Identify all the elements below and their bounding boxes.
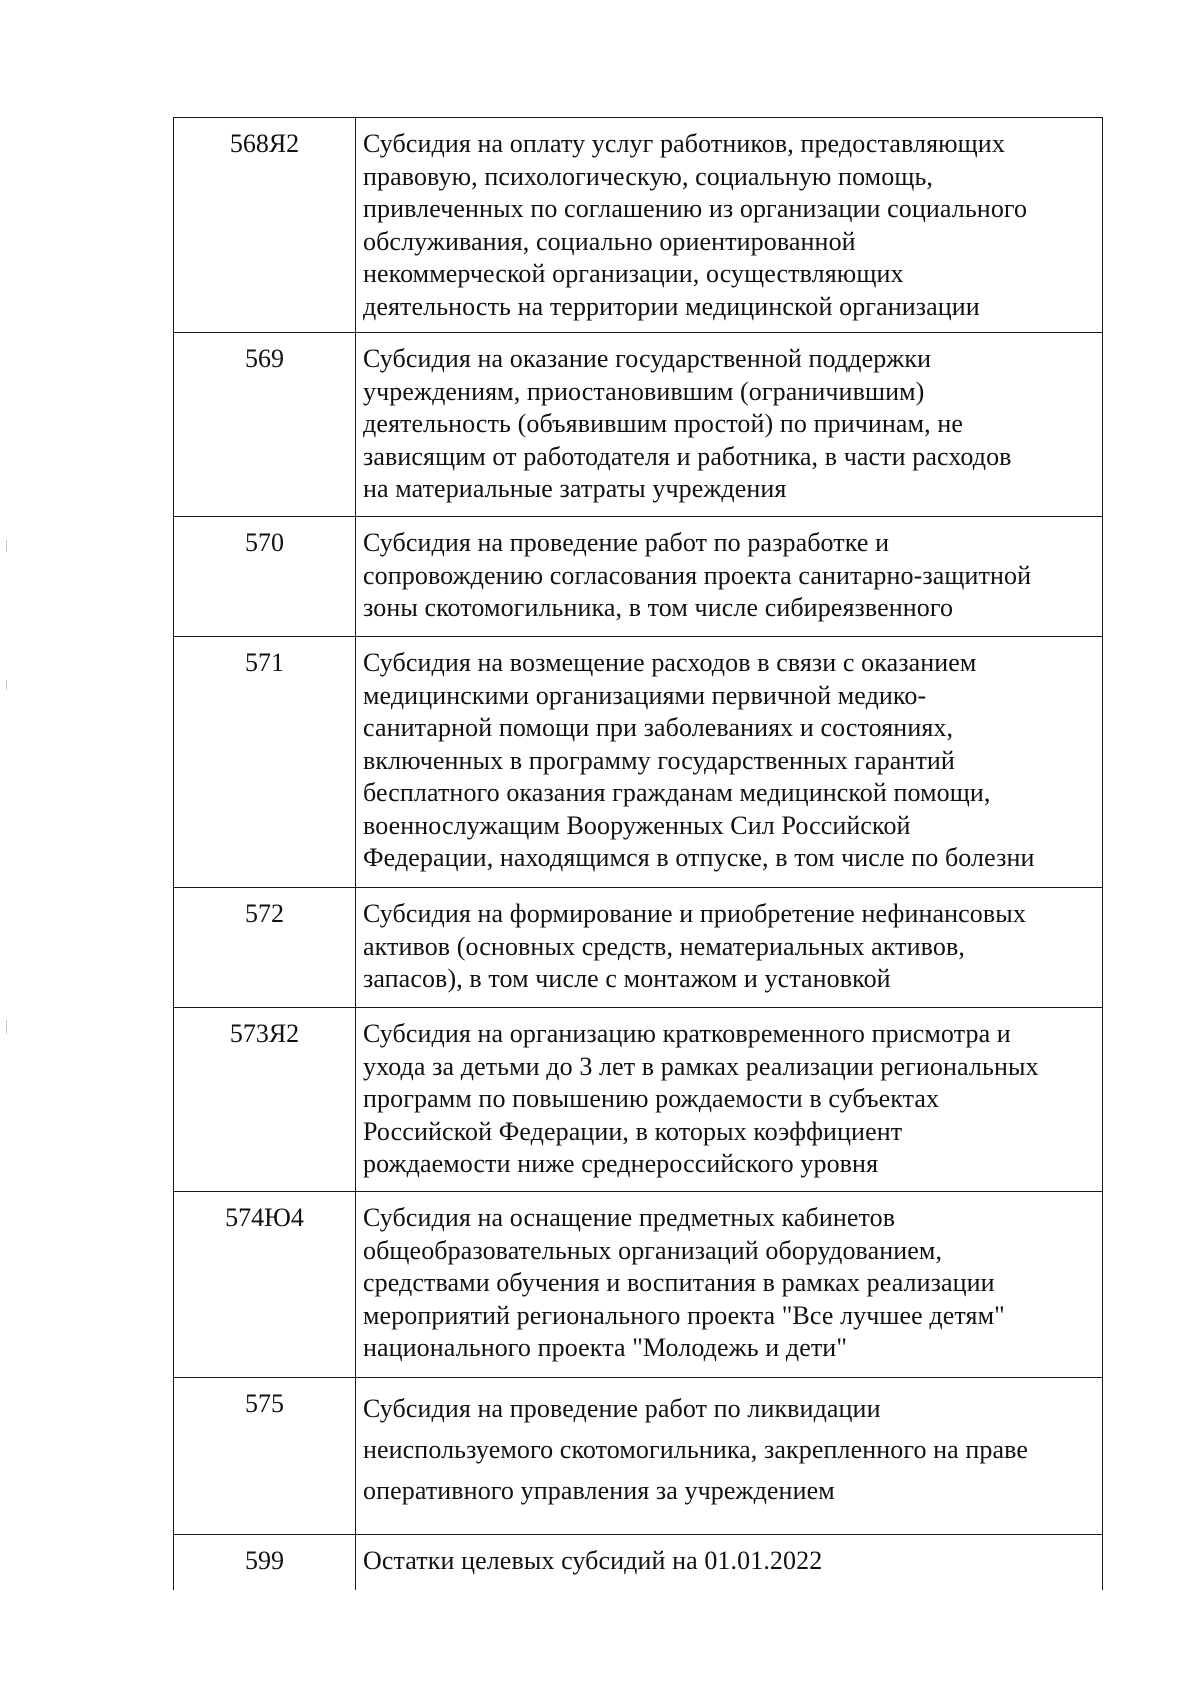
description-line: зависящим от работодателя и работника, в части расходов [363, 441, 1012, 471]
table-row [174, 1192, 1103, 1378]
description-line: Российской Федерации, в которых коэффициент [363, 1116, 903, 1146]
description-line: Субсидия на проведение работ по ликвидации [363, 1394, 881, 1423]
description-line: санитарной помощи при заболеваниях и состояниях, [363, 713, 954, 742]
description-line: мероприятий регионального проекта "Все лучшее детям" [363, 1300, 1005, 1330]
description-line: Субсидия на оплату услуг работников, предоставляющих [363, 129, 1005, 158]
description-cell [356, 1378, 1103, 1535]
table-row [174, 1008, 1103, 1192]
description-line: Федерации, находящимся в отпуске, в том числе по болезни [363, 843, 1035, 872]
description-line: активов (основных средств, нематериальных активов, [363, 931, 965, 961]
table-row [174, 888, 1103, 1008]
description-cell [356, 1192, 1103, 1378]
code-cell: 568Я2 [174, 118, 356, 333]
description-line: Субсидия на оснащение предметных кабинетов [363, 1203, 896, 1232]
description-line: неиспользуемого скотомогильника, закрепленного на праве [363, 1435, 1029, 1464]
description-line: обслуживания, социально ориентированной [363, 226, 856, 256]
description-line: деятельность (объявившим простой) по причинам, не [363, 409, 963, 438]
table-row [174, 333, 1103, 517]
code-cell: 569 [174, 333, 356, 517]
code-cell: 599 [174, 1535, 356, 1590]
scan-artifact [6, 540, 7, 552]
description-line: Субсидия на организацию кратковременного присмотра и [363, 1019, 1011, 1048]
description-cell [356, 1008, 1103, 1192]
description-cell [356, 118, 1103, 333]
table-row [174, 118, 1103, 333]
description-cell [356, 517, 1103, 637]
description-line: оперативного управления за учреждением [363, 1476, 835, 1505]
description-line: привлеченных по соглашению из организации социального [363, 194, 1028, 223]
description-line: Субсидия на формирование и приобретение нефинансовых [363, 899, 1026, 928]
description-line: военнослужащим Вооруженных Сил Российской [363, 810, 911, 840]
description-line: ухода за детьми до 3 лет в рамках реализации региональных [363, 1051, 1039, 1081]
description-line: национального проекта "Молодежь и дети" [363, 1333, 848, 1362]
description-cell [356, 333, 1103, 517]
description-line: включенных в программу государственных гарантий [363, 745, 955, 775]
code-cell: 572 [174, 888, 356, 1008]
description-line: правовую, психологическую, социальную помощь, [363, 161, 933, 191]
description-line: программ по повышению рождаемости в субъектах [363, 1084, 940, 1113]
description-cell [356, 888, 1103, 1008]
code-cell: 573Я2 [174, 1008, 356, 1192]
scan-artifact [6, 1020, 7, 1034]
table-row [174, 517, 1103, 637]
description-line: на материальные затраты учреждения [363, 474, 787, 503]
scan-artifact [6, 680, 7, 690]
code-cell: 571 [174, 637, 356, 888]
description-line: медицинскими организациями первичной медико- [363, 680, 927, 710]
description-line: некоммерческой организации, осуществляющих [363, 259, 904, 288]
description-line: Остатки целевых субсидий на 01.01.2022 [363, 1546, 823, 1575]
description-line: средствами обучения и воспитания в рамках реализации [363, 1268, 995, 1297]
description-line: запасов), в том числе с монтажом и установкой [363, 964, 891, 993]
subsidy-codes-table [173, 117, 1103, 1590]
code-cell: 574Ю4 [174, 1192, 356, 1378]
description-line: деятельность на территории медицинской организации [363, 291, 980, 321]
description-line: общеобразовательных организаций оборудованием, [363, 1235, 943, 1265]
description-line: Субсидия на проведение работ по разработке и [363, 528, 890, 557]
description-line: бесплатного оказания гражданам медицинской помощи, [363, 778, 991, 807]
description-line: зоны скотомогильника, в том числе сибиреязвенного [363, 593, 954, 622]
description-line: сопровождению согласования проекта санитарно-защитной [363, 560, 1032, 590]
table-row [174, 637, 1103, 888]
table-row [174, 1378, 1103, 1535]
description-line: учреждениям, приостановившим (ограничившим) [363, 376, 925, 406]
description-cell [356, 1535, 1103, 1590]
description-line: Субсидия на возмещение расходов в связи с оказанием [363, 648, 977, 677]
table-row [174, 1535, 1103, 1590]
code-cell: 570 [174, 517, 356, 637]
description-cell [356, 637, 1103, 888]
code-cell: 575 [174, 1378, 356, 1535]
description-line: Субсидия на оказание государственной поддержки [363, 344, 932, 373]
description-line: рождаемости ниже среднероссийского уровня [363, 1149, 879, 1178]
